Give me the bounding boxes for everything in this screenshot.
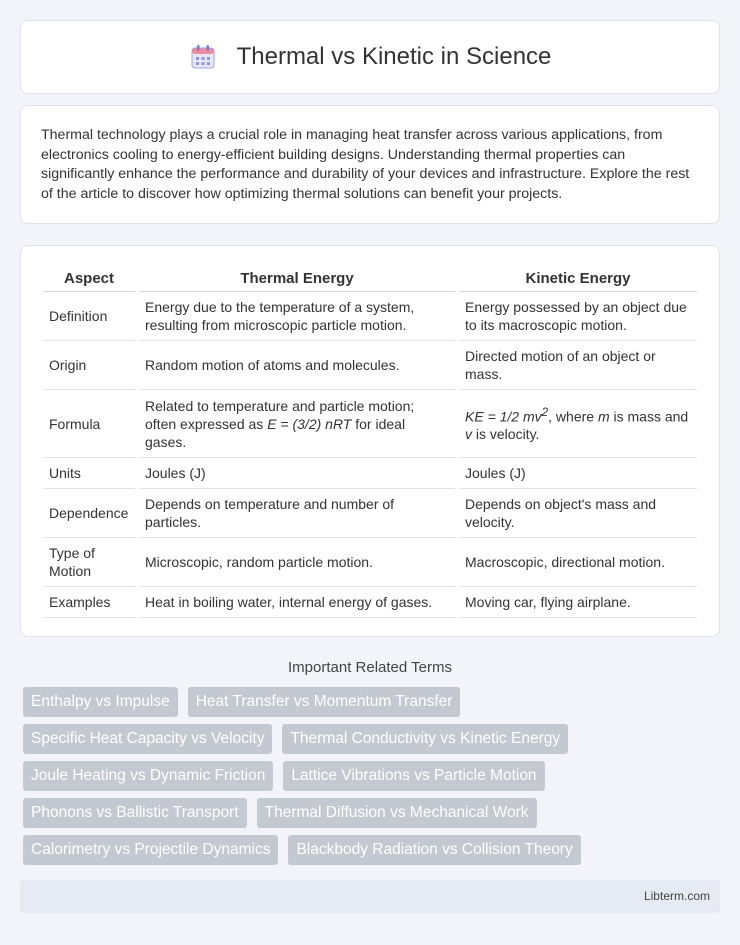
calendar-icon: [189, 43, 217, 71]
formula-kinetic-text: is mass and: [609, 408, 689, 425]
row-thermal: Random motion of atoms and molecules.: [139, 341, 455, 390]
row-aspect: Type of Motion: [43, 538, 135, 587]
footer-site-link[interactable]: Libterm.com: [643, 889, 710, 903]
formula-thermal-equation: E = (3/2) nRT: [267, 415, 352, 432]
formula-kinetic-text: is velocity.: [472, 426, 540, 443]
formula-kinetic-text: , where: [548, 408, 598, 425]
row-thermal: Joules (J): [139, 458, 455, 489]
related-term-link[interactable]: Calorimetry vs Projectile Dynamics: [23, 835, 278, 865]
row-aspect: Examples: [43, 587, 135, 618]
row-aspect: Units: [43, 458, 135, 489]
related-term-link[interactable]: Specific Heat Capacity vs Velocity: [23, 724, 272, 754]
related-term-link[interactable]: Heat Transfer vs Momentum Transfer: [188, 687, 461, 717]
row-kinetic: [459, 390, 697, 458]
page-footer: [20, 880, 720, 913]
row-thermal: Depends on temperature and number of particles.: [139, 489, 455, 538]
row-aspect: Formula: [43, 390, 135, 458]
formula-kinetic-equation: KE = 1/2 mv: [465, 408, 542, 425]
table-row: [43, 292, 697, 341]
row-kinetic: Joules (J): [459, 458, 697, 489]
row-kinetic: Directed motion of an object or mass.: [459, 341, 697, 390]
formula-kinetic-velocity: v: [465, 426, 472, 443]
row-kinetic: Depends on object's mass and velocity.: [459, 489, 697, 538]
row-thermal: Energy due to the temperature of a system, resulting from microscopic particle motion.: [139, 292, 455, 341]
formula-kinetic-exponent: 2: [541, 405, 549, 419]
related-term-link[interactable]: Blackbody Radiation vs Collision Theory: [288, 835, 580, 865]
table-row: [43, 587, 697, 618]
intro-card: [20, 105, 720, 224]
related-term-link[interactable]: Lattice Vibrations vs Particle Motion: [283, 761, 544, 791]
column-header-thermal: Thermal Energy: [139, 266, 455, 292]
table-row: [43, 458, 697, 489]
table-row: [43, 538, 697, 587]
page-title: Thermal vs Kinetic in Science: [236, 43, 552, 70]
column-header-aspect: Aspect: [43, 266, 135, 292]
related-term-link[interactable]: Phonons vs Ballistic Transport: [23, 798, 247, 828]
row-thermal: Microscopic, random particle motion.: [139, 538, 455, 587]
row-kinetic: Macroscopic, directional motion.: [459, 538, 697, 587]
row-aspect: Origin: [43, 341, 135, 390]
related-term-link[interactable]: Joule Heating vs Dynamic Friction: [23, 761, 273, 791]
formula-kinetic-mass: m: [597, 408, 610, 425]
comparison-table: [39, 266, 701, 618]
related-term-link[interactable]: Thermal Diffusion vs Mechanical Work: [257, 798, 537, 828]
formula-thermal-text: Related to temperature and particle motion; often expressed as: [145, 397, 415, 432]
row-kinetic: Energy possessed by an object due to its macroscopic motion.: [459, 292, 697, 341]
row-aspect: Definition: [43, 292, 135, 341]
formula-thermal-suffix: for ideal gases.: [145, 415, 406, 450]
column-header-kinetic: Kinetic Energy: [459, 266, 697, 292]
row-thermal: [139, 390, 455, 458]
related-terms-title: Important Related Terms: [288, 659, 452, 676]
intro-text: Thermal technology plays a crucial role in managing heat transfer across various applications, from electronics cooling to energy-efficient building designs. Understanding thermal properties can significantly enhance the performance and durability of your devices and infrastructure. Explore the rest of the article to discover how optimizing thermal solutions can benefit your projects.: [41, 127, 690, 202]
row-aspect: Dependence: [43, 489, 135, 538]
table-row: [43, 341, 697, 390]
comparison-card: [20, 245, 720, 637]
page-header: [20, 20, 720, 94]
related-term-link[interactable]: Enthalpy vs Impulse: [23, 687, 178, 717]
row-thermal: Heat in boiling water, internal energy of gases.: [139, 587, 455, 618]
table-header-row: [43, 266, 697, 292]
row-kinetic: Moving car, flying airplane.: [459, 587, 697, 618]
table-row: [43, 390, 697, 458]
related-terms-list: [20, 687, 720, 872]
related-term-link[interactable]: Thermal Conductivity vs Kinetic Energy: [282, 724, 568, 754]
table-row: [43, 489, 697, 538]
